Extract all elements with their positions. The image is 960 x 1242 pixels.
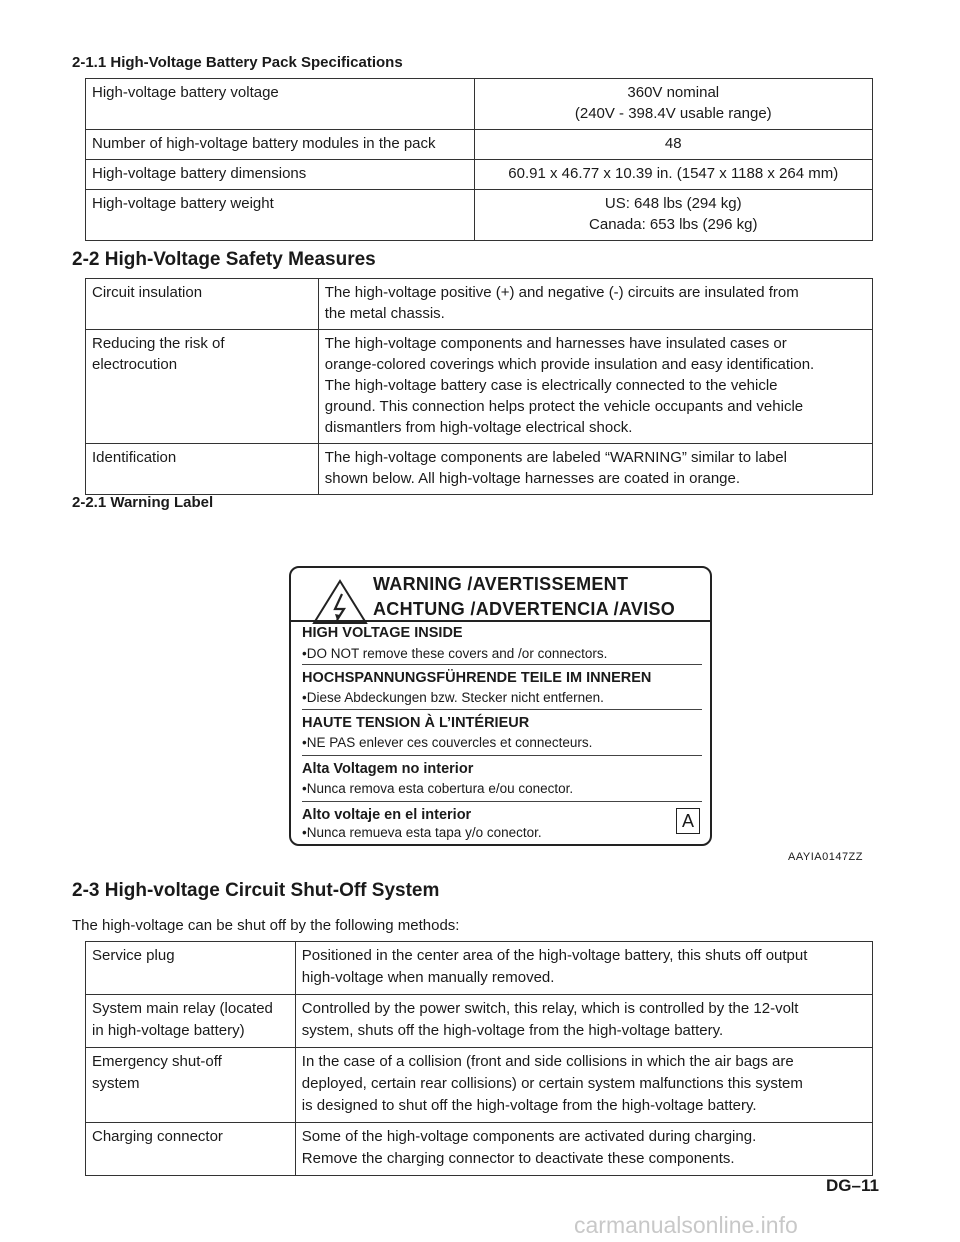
table-row xyxy=(86,1048,873,1123)
method-text: In the case of a collision (front and side collisions in which the air bags are deployed, certain rear collisions) or certain system malfunctions this system is designed to shut off the high-voltage from the high-voltage battery. xyxy=(295,1048,872,1123)
measure-text: The high-voltage components are labeled “WARNING” similar to label shown below. All high-voltage harnesses are coated in orange. xyxy=(318,444,872,495)
measure-text: The high-voltage components and harnesses have insulated cases or orange-colored coverings which provide insulation and easy identification. The high-voltage battery case is electrically connected to the vehicle ground. This connection helps protect the vehicle occupants and vehicle dismantlers from high-voltage electrical shock. xyxy=(318,330,872,444)
watermark: carmanualsonline.info xyxy=(574,1212,798,1238)
table-row xyxy=(86,279,873,330)
spec-label: Number of high-voltage battery modules in the pack xyxy=(86,130,475,160)
section-2-3-title: 2-3 High-voltage Circuit Shut-Off System xyxy=(72,880,440,901)
spec-value: 360V nominal (240V - 398.4V usable range) xyxy=(474,79,872,130)
page-number: DG–11 xyxy=(826,1176,879,1195)
warning-label xyxy=(289,566,712,846)
measure-label: Circuit insulation xyxy=(86,279,319,330)
table-row xyxy=(86,330,873,444)
method-label: Charging connector xyxy=(86,1123,296,1176)
label-badge: A xyxy=(676,808,700,834)
label-header-divider xyxy=(291,620,710,622)
section-2-2-title: 2-2 High-Voltage Safety Measures xyxy=(72,249,376,270)
method-label: System main relay (located in high-voltage battery) xyxy=(86,995,296,1048)
table-row xyxy=(86,160,873,190)
safety-measures-table xyxy=(85,278,873,495)
table-row xyxy=(86,995,873,1048)
label-divider xyxy=(302,755,702,756)
spec-value: 48 xyxy=(474,130,872,160)
method-label: Emergency shut-off system xyxy=(86,1048,296,1123)
spec-value: US: 648 lbs (294 kg) Canada: 653 lbs (296 kg) xyxy=(474,190,872,241)
method-text: Positioned in the center area of the high-voltage battery, this shuts off output high-voltage when manually removed. xyxy=(295,942,872,995)
label-divider xyxy=(302,709,702,710)
label-section-text: •Diese Abdeckungen bzw. Stecker nicht entfernen. xyxy=(302,690,604,705)
label-header-line2: ACHTUNG /ADVERTENCIA /AVISO xyxy=(373,599,676,619)
table-row xyxy=(86,1123,873,1176)
measure-label: Identification xyxy=(86,444,319,495)
label-section-title: HAUTE TENSION À L’INTÉRIEUR xyxy=(302,715,530,731)
battery-spec-table xyxy=(85,78,873,241)
label-section-title: Alto voltaje en el interior xyxy=(302,807,472,823)
label-section-title: HIGH VOLTAGE INSIDE xyxy=(302,625,463,641)
table-row xyxy=(86,79,873,130)
section-2-1-1-title: 2-1.1 High-Voltage Battery Pack Specifications xyxy=(72,54,403,71)
section-2-2-1-title: 2-2.1 Warning Label xyxy=(72,494,214,511)
section-2-3-intro: The high-voltage can be shut off by the following methods: xyxy=(72,917,460,934)
label-section-text: •Nunca remova esta cobertura e/ou conector. xyxy=(302,781,574,796)
figure-id: AAYIA0147ZZ xyxy=(788,851,863,863)
measure-label: Reducing the risk of electrocution xyxy=(86,330,319,444)
spec-label: High-voltage battery dimensions xyxy=(86,160,475,190)
label-header-line1: WARNING /AVERTISSEMENT xyxy=(373,574,629,594)
shutoff-methods-table xyxy=(85,941,873,1176)
spec-value: 60.91 x 46.77 x 10.39 in. (1547 x 1188 x 264 mm) xyxy=(474,160,872,190)
table-row xyxy=(86,444,873,495)
table-row xyxy=(86,130,873,160)
label-divider xyxy=(302,801,702,802)
table-row xyxy=(86,942,873,995)
label-section-title: HOCHSPANNUNGSFÜHRENDE TEILE IM INNEREN xyxy=(302,670,652,686)
method-label: Service plug xyxy=(86,942,296,995)
label-section-text: •Nunca remueva esta tapa y/o conector. xyxy=(302,825,542,840)
measure-text: The high-voltage positive (+) and negative (-) circuits are insulated from the metal chassis. xyxy=(318,279,872,330)
table-row xyxy=(86,190,873,241)
label-divider xyxy=(302,664,702,665)
spec-label: High-voltage battery weight xyxy=(86,190,475,241)
method-text: Some of the high-voltage components are activated during charging. Remove the charging connector to deactivate these components. xyxy=(295,1123,872,1176)
high-voltage-warning-icon xyxy=(311,578,369,626)
label-section-title: Alta Voltagem no interior xyxy=(302,761,474,777)
label-section-text: •DO NOT remove these covers and /or connectors. xyxy=(302,646,608,661)
label-section-text: •NE PAS enlever ces couvercles et connecteurs. xyxy=(302,735,593,750)
spec-label: High-voltage battery voltage xyxy=(86,79,475,130)
method-text: Controlled by the power switch, this relay, which is controlled by the 12-volt system, shuts off the high-voltage from the high-voltage battery. xyxy=(295,995,872,1048)
